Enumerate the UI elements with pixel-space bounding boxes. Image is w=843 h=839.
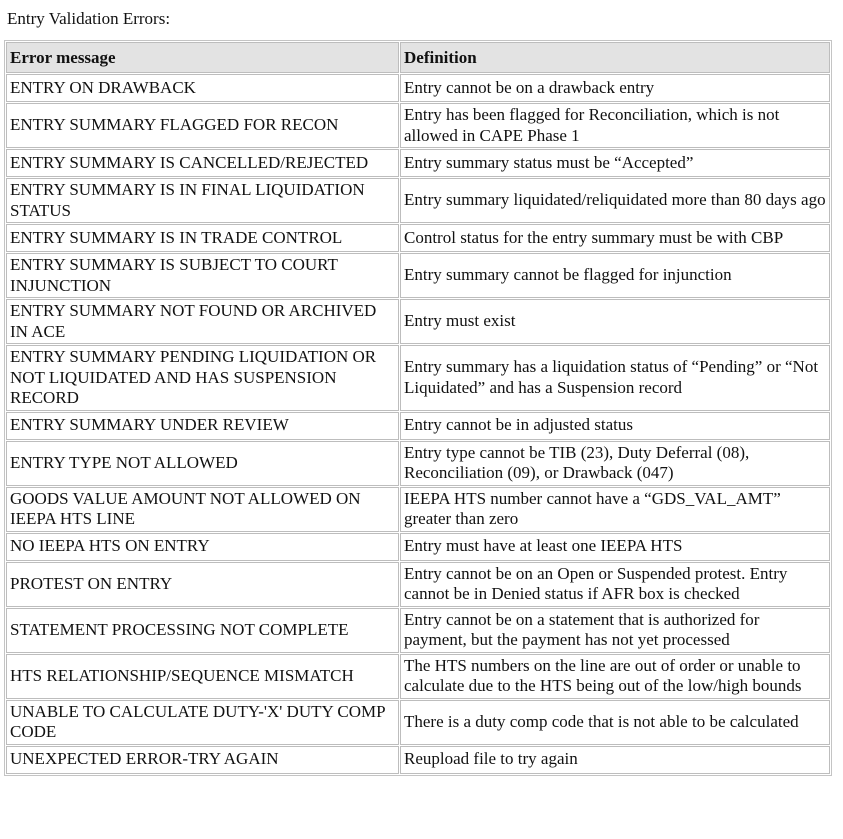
- error-message-cell: NO IEEPA HTS ON ENTRY: [6, 533, 399, 561]
- definition-cell: Entry cannot be in adjusted status: [400, 412, 830, 440]
- table-header-row: [6, 42, 830, 73]
- table-row: [6, 299, 830, 344]
- table-row: [6, 345, 830, 411]
- error-message-cell: ENTRY SUMMARY PENDING LIQUIDATION OR NOT LIQUIDATED AND HAS SUSPENSION RECORD: [6, 345, 399, 411]
- validation-errors-table: [4, 40, 832, 776]
- table-row: [6, 224, 830, 252]
- table-row: [6, 253, 830, 298]
- definition-cell: Entry type cannot be TIB (23), Duty Deferral (08), Reconciliation (09), or Drawback (047): [400, 441, 830, 486]
- definition-cell: Entry must exist: [400, 299, 830, 344]
- table-row: [6, 103, 830, 148]
- definition-cell: Entry summary status must be “Accepted”: [400, 149, 830, 177]
- table-row: [6, 74, 830, 102]
- definition-cell: Control status for the entry summary must be with CBP: [400, 224, 830, 252]
- table-row: [6, 562, 830, 607]
- definition-cell: Entry must have at least one IEEPA HTS: [400, 533, 830, 561]
- table-row: [6, 412, 830, 440]
- error-message-cell: ENTRY SUMMARY IS IN TRADE CONTROL: [6, 224, 399, 252]
- definition-cell: Entry summary has a liquidation status of “Pending” or “Not Liquidated” and has a Suspension record: [400, 345, 830, 411]
- error-message-cell: ENTRY SUMMARY FLAGGED FOR RECON: [6, 103, 399, 148]
- definition-cell: Entry cannot be on a drawback entry: [400, 74, 830, 102]
- definition-cell: There is a duty comp code that is not able to be calculated: [400, 700, 830, 745]
- table-row: [6, 700, 830, 745]
- error-message-cell: HTS RELATIONSHIP/SEQUENCE MISMATCH: [6, 654, 399, 699]
- error-message-cell: UNABLE TO CALCULATE DUTY-'X' DUTY COMP CODE: [6, 700, 399, 745]
- table-row: [6, 533, 830, 561]
- definition-cell: The HTS numbers on the line are out of order or unable to calculate due to the HTS being out of the low/high bounds: [400, 654, 830, 699]
- table-row: [6, 487, 830, 532]
- table-row: [6, 608, 830, 653]
- error-message-cell: ENTRY TYPE NOT ALLOWED: [6, 441, 399, 486]
- table-row: [6, 178, 830, 223]
- definition-cell: Entry has been flagged for Reconciliation, which is not allowed in CAPE Phase 1: [400, 103, 830, 148]
- error-message-cell: ENTRY ON DRAWBACK: [6, 74, 399, 102]
- error-message-cell: STATEMENT PROCESSING NOT COMPLETE: [6, 608, 399, 653]
- definition-cell: Reupload file to try again: [400, 746, 830, 774]
- column-header-definition: Definition: [400, 42, 830, 73]
- error-message-cell: ENTRY SUMMARY NOT FOUND OR ARCHIVED IN ACE: [6, 299, 399, 344]
- error-message-cell: GOODS VALUE AMOUNT NOT ALLOWED ON IEEPA HTS LINE: [6, 487, 399, 532]
- definition-cell: Entry summary cannot be flagged for injunction: [400, 253, 830, 298]
- definition-cell: Entry cannot be on an Open or Suspended protest. Entry cannot be in Denied status if AFR box is checked: [400, 562, 830, 607]
- definition-cell: Entry summary liquidated/reliquidated more than 80 days ago: [400, 178, 830, 223]
- column-header-error-message: Error message: [6, 42, 399, 73]
- table-row: [6, 746, 830, 774]
- table-row: [6, 654, 830, 699]
- error-message-cell: ENTRY SUMMARY UNDER REVIEW: [6, 412, 399, 440]
- definition-cell: IEEPA HTS number cannot have a “GDS_VAL_AMT” greater than zero: [400, 487, 830, 532]
- table-row: [6, 441, 830, 486]
- error-message-cell: ENTRY SUMMARY IS IN FINAL LIQUIDATION STATUS: [6, 178, 399, 223]
- definition-cell: Entry cannot be on a statement that is authorized for payment, but the payment has not yet processed: [400, 608, 830, 653]
- table-row: [6, 149, 830, 177]
- page-title: Entry Validation Errors:: [7, 9, 171, 28]
- error-message-cell: ENTRY SUMMARY IS CANCELLED/REJECTED: [6, 149, 399, 177]
- error-message-cell: UNEXPECTED ERROR-TRY AGAIN: [6, 746, 399, 774]
- error-message-cell: PROTEST ON ENTRY: [6, 562, 399, 607]
- error-message-cell: ENTRY SUMMARY IS SUBJECT TO COURT INJUNCTION: [6, 253, 399, 298]
